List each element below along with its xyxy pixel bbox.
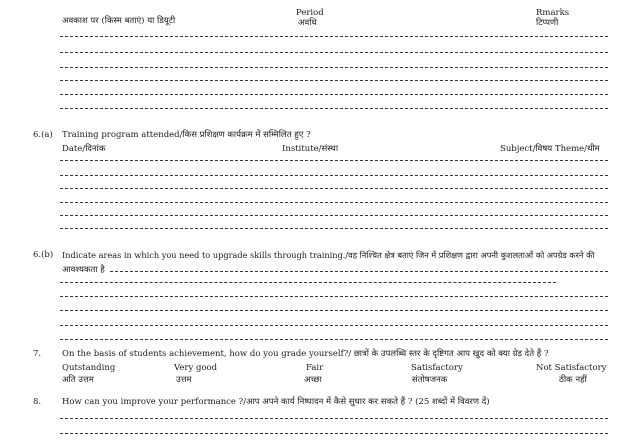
- period-column-header-hi: अवधि: [298, 18, 317, 28]
- skills-entry-line-0[interactable]: [110, 271, 608, 272]
- training-entry-line-5[interactable]: [60, 215, 608, 216]
- q6b-number: 6.(b): [33, 250, 54, 260]
- q8-number: 8.: [33, 397, 42, 407]
- q6a-institute-column-header: Institute/संस्था: [282, 144, 339, 154]
- skills-entry-line-5[interactable]: [60, 339, 608, 340]
- grade-outstanding-hi[interactable]: अति उत्तम: [62, 375, 94, 385]
- grade-not-satisfactory-en[interactable]: Not Satisfactory: [536, 363, 607, 373]
- leave-entry-line-2[interactable]: [60, 52, 608, 53]
- grade-fair-en[interactable]: Fair: [306, 363, 324, 373]
- training-entry-line-1[interactable]: [60, 160, 608, 161]
- training-entry-line-6[interactable]: [60, 228, 608, 229]
- remarks-column-header-en: Rmarks: [536, 8, 570, 18]
- leave-entry-line-3[interactable]: [60, 67, 608, 68]
- skills-entry-line-3[interactable]: [60, 310, 608, 311]
- leave-entry-line-1[interactable]: [60, 36, 608, 37]
- remarks-column-header-hi: टिप्पणी: [536, 18, 559, 28]
- training-entry-line-3[interactable]: [60, 188, 608, 189]
- leave-type-column-header: अवकाश पर (किस्म बताएं) या डियूटी: [62, 16, 176, 26]
- q6b-question-line-2: आवश्यकता है: [62, 265, 105, 275]
- leave-entry-line-4[interactable]: [60, 80, 608, 81]
- q7-number: 7.: [33, 349, 42, 359]
- skills-entry-line-4[interactable]: [60, 325, 608, 326]
- training-entry-line-2[interactable]: [60, 175, 608, 176]
- q7-question: On the basis of students achievement, how do you grade yourself?/ छात्रों के उपलब्धि स्तर के दृष्टिगत आप खुद को क्या ग्रेड देते हैं ?: [62, 349, 549, 359]
- grade-fair-hi[interactable]: अच्छा: [304, 375, 322, 385]
- leave-entry-line-6[interactable]: [60, 108, 608, 109]
- improvement-entry-line-1[interactable]: [60, 418, 608, 419]
- q6a-subject-column-header: Subject/विषय Theme/थीम: [500, 144, 600, 154]
- training-entry-line-4[interactable]: [60, 202, 608, 203]
- q6b-question-line-1: Indicate areas in which you need to upgrade skills through training./वह निश्चित क्षेत्र बताएं जिन में प्रशिक्षण द्वारा अपनी कुशलताओं को अपग्रेड करने की: [62, 250, 595, 260]
- improvement-entry-line-2[interactable]: [60, 433, 608, 434]
- q8-question: How can you improve your performance ?/आप अपने कार्य निष्पादन में कैसे सुधार कर सकते हैं ? (25 शब्दों में विवरण दें): [62, 397, 490, 407]
- grade-outstanding-en[interactable]: Qutstanding: [62, 363, 116, 373]
- period-column-header-en: Period: [296, 8, 324, 18]
- q6a-date-column-header: Date/दिनांक: [62, 144, 106, 154]
- skills-entry-line-1[interactable]: [60, 282, 556, 283]
- grade-very-good-en[interactable]: Very good: [174, 363, 218, 373]
- grade-very-good-hi[interactable]: उत्तम: [176, 375, 192, 385]
- skills-entry-line-2[interactable]: [60, 296, 608, 297]
- q6a-number: 6.(a): [33, 130, 53, 140]
- grade-satisfactory-en[interactable]: Satisfactory: [411, 363, 463, 373]
- grade-satisfactory-hi[interactable]: संतोषजनक: [412, 375, 448, 385]
- grade-not-satisfactory-hi[interactable]: ठीक नहीं: [559, 375, 587, 385]
- q6a-question: Training program attended/किस प्रशिक्षण कार्यक्रम में सम्मिलित हुए ?: [62, 130, 311, 140]
- leave-entry-line-5[interactable]: [60, 94, 608, 95]
